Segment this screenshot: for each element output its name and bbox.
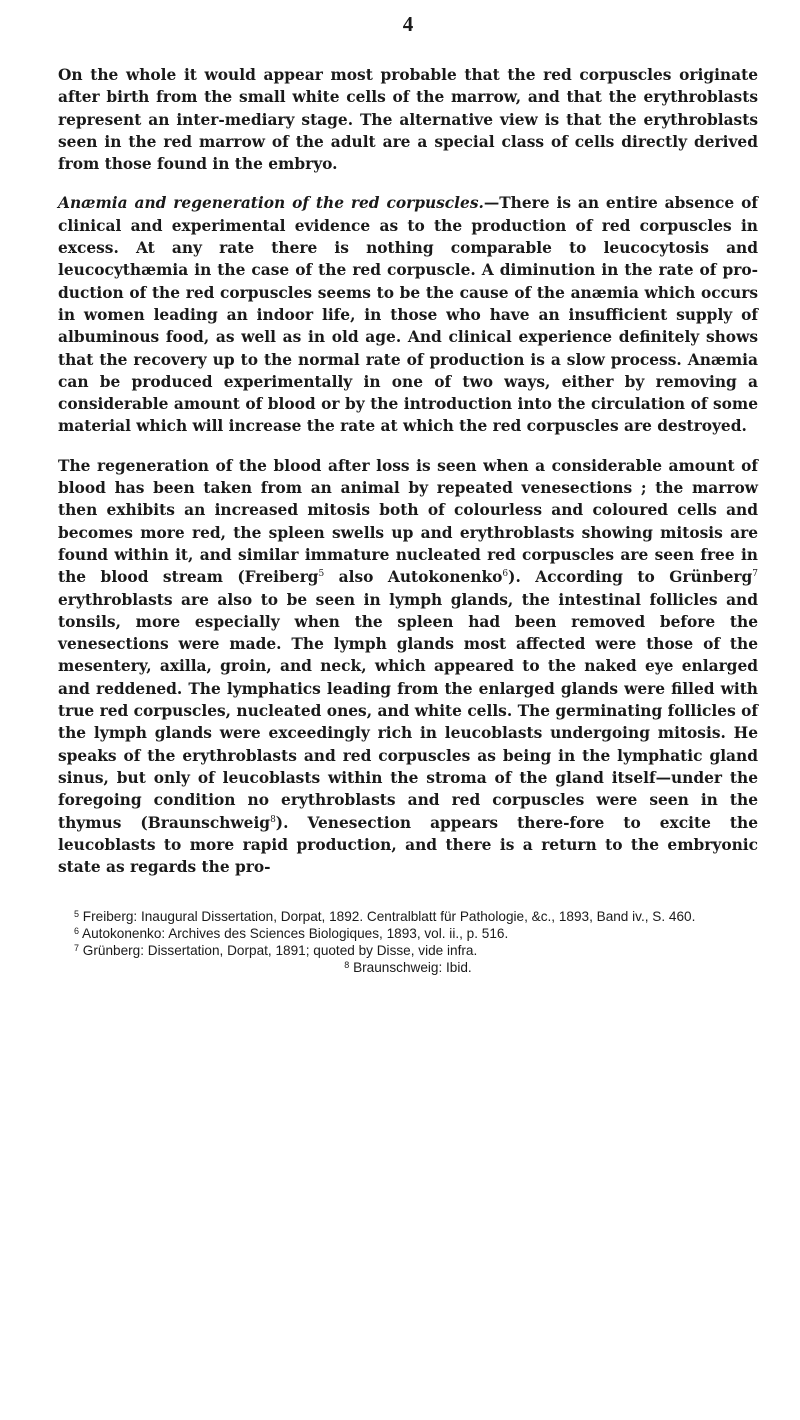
footnote-text: Braunschweig: Ibid. xyxy=(353,960,472,976)
footnote-8 xyxy=(58,959,758,976)
footnote-mark: 8 xyxy=(344,960,350,971)
footnote-mark: 7 xyxy=(74,943,80,954)
footnote-text: Autokonenko: Archives des Sciences Biologiques, 1893, vol. ii., p. 516. xyxy=(82,926,509,942)
footnote-reference-8: 8 xyxy=(270,814,276,825)
paragraph-origin-of-red-corpuscles: On the whole it would appear most probable that the red corpuscles originate after birth from the small white cells of the marrow, and that the erythroblasts represent an inter-mediary stage. The alternative view is that the erythroblasts seen in the red marrow of the adult are a special class of cells directly derived from those found in the embryo. xyxy=(58,66,758,174)
page-number: 4 xyxy=(402,12,414,36)
footnote-reference-7: 7 xyxy=(752,569,758,580)
footnote-text: Grünberg: Dissertation, Dorpat, 1891; quoted by Disse, vide infra. xyxy=(82,943,478,959)
section-body-text: —There is an entire absence of clinical and experimental evidence as to the production of red corpuscles in excess. At any rate there is nothing comparable to leucocytosis and leucocythæmia in the case of the red corpuscle. A diminution in the rate of pro-duction of the red corpuscles seems to be the cause of the anæmia which occurs in women leading an indoor life, in those who have an insufficient supply of albuminous food, as well as in old age. And clinical experience definitely shows that the recovery up to the normal rate of production is a slow process. Anæmia can be produced experimentally in one of two ways, either by removing a considerable amount of blood or by the introduction into the circulation of some material which will increase the rate at which the red corpuscles are destroyed. xyxy=(58,194,758,436)
footnote-reference-6: 6 xyxy=(502,569,509,580)
footnote-6 xyxy=(58,925,758,942)
footnote-mark: 5 xyxy=(74,909,80,920)
paragraph-text-part: erythroblasts are also to be seen in lymph glands, the intestinal follicles and tonsils, more especially when the spleen had been removed before the venesections were made. The lymph glands most affected were those of the mesentery, axilla, groin, and neck, which appeared to the naked eye enlarged and reddened. The lymphatics leading from the enlarged glands were filled with true red corpuscles, nucleated ones, and white cells. The germinating follicles of the lymph glands were exceedingly rich in leucoblasts undergoing mitosis. He speaks of the erythroblasts and red corpuscles as being in the lymphatic gland sinus, but only of leucoblasts within the stroma of the gland itself—under the foregoing condition no erythroblasts and red corpuscles were seen in the thymus (Braunschweig xyxy=(58,590,758,832)
paragraph-text-part: ). According to Grünberg xyxy=(508,568,753,587)
footnotes xyxy=(58,908,758,976)
footnote-7 xyxy=(58,942,758,959)
paragraph-text-part: ). Venesection appears there-fore to excite the leucoblasts to more rapid production, and there is a return to the embryonic state as regards the pro- xyxy=(58,813,758,877)
footnote-5 xyxy=(58,908,758,925)
footnote-mark: 6 xyxy=(74,926,80,937)
section-heading: Anæmia and regeneration of the red corpuscles. xyxy=(58,194,484,213)
document-page xyxy=(58,0,758,976)
footnote-text: Freiberg: Inaugural Dissertation, Dorpat, 1892. Centralblatt für Pathologie, &c., 1893, Band iv., S. 460. xyxy=(82,909,696,925)
paragraph-anaemia-regeneration xyxy=(58,192,758,437)
paragraph-text-part: also Autokonenko xyxy=(324,568,503,587)
paragraph-blood-regeneration xyxy=(58,455,758,879)
footnote-reference-5: 5 xyxy=(318,569,325,580)
paragraph-text-part: The regeneration of the blood after loss is seen when a considerable amount of blood has been taken from an animal by repeated venesections ; the marrow then exhibits an increased mitosis both of colourless and coloured cells and becomes more red, the spleen swells up and erythroblasts showing mitosis are found within it, and similar immature nucleated red corpuscles are seen free in the blood stream (Freiberg xyxy=(58,456,758,587)
